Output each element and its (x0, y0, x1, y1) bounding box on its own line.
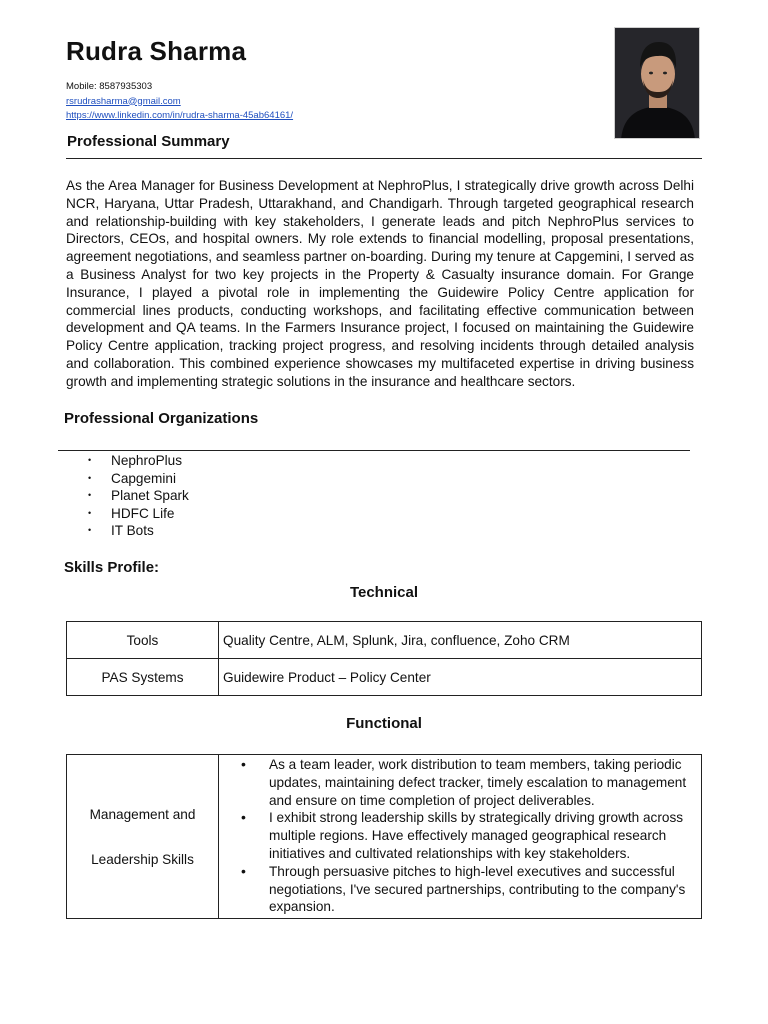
organizations-list (88, 452, 189, 540)
profile-photo (614, 27, 700, 139)
list-item: • IT Bots (88, 522, 189, 540)
organizations-heading: Professional Organizations (64, 410, 259, 427)
mobile-number: Mobile: 8587935303 (66, 81, 153, 92)
list-item: • As a team leader, work distribution to team members, taking periodic updates, maintaining defect tracker, timely escalation to management and ensure on time completion of project deliverables. (227, 756, 693, 809)
functional-points-list (227, 756, 693, 916)
table-cell-key: Tools (67, 622, 219, 659)
table-row (67, 622, 702, 659)
skills-heading: Skills Profile: (64, 559, 160, 576)
list-item: • Planet Spark (88, 487, 189, 505)
profile-photo-illustration (615, 28, 700, 139)
contact-block (66, 80, 293, 124)
table-cell-key (67, 755, 219, 919)
functional-heading: Functional (346, 715, 422, 732)
summary-divider (66, 158, 702, 159)
table-cell-value (219, 755, 702, 919)
summary-text: As the Area Manager for Business Development at NephroPlus, I strategically drive growth across Delhi NCR, Haryana, Uttar Pradesh, Uttarakhand, and Chandigarh. Through targeted geographical research and relationship-building with key stakeholders, I generate leads and pitch NephroPlus services to Directors, CEOs, and hospital owners. My role extends to financial modelling, proposal presentations, agreement negotiations, and seamless partner on-boarding. During my tenure at Capgemini, I served as a Business Analyst for two key projects in the Property & Casualty insurance domain. For Grange Insurance, I played a pivotal role in implementing the Guidewire Policy Centre application for commercial lines products, conducting workshops, and facilitating effective communication between development and QA teams. In the Farmers Insurance project, I focused on maintaining the Guidewire Policy Centre application, tracking project progress, and resolving incidents through detailed analysis and collaboration. This combined experience showcases my multifaceted expertise in driving business growth and implementing strategic solutions in the insurance and healthcare sectors. (66, 178, 694, 389)
candidate-name: Rudra Sharma (66, 36, 247, 66)
email-link[interactable]: rsrudrasharma@gmail.com (66, 95, 181, 107)
technical-skills-table (66, 621, 702, 696)
summary-heading: Professional Summary (67, 133, 230, 150)
list-item: • Capgemini (88, 470, 189, 488)
list-item: • HDFC Life (88, 505, 189, 523)
table-row (67, 755, 702, 919)
table-cell-value: Quality Centre, ALM, Splunk, Jira, confluence, Zoho CRM (219, 622, 702, 659)
table-cell-key: PAS Systems (67, 659, 219, 696)
table-row (67, 659, 702, 696)
list-item: • Through persuasive pitches to high-level executives and successful negotiations, I've secured partnerships, contributing to the company's expansion. (227, 863, 693, 916)
linkedin-link[interactable]: https://www.linkedin.com/in/rudra-sharma-45ab64161/ (66, 110, 294, 121)
list-item: • I exhibit strong leadership skills by strategically driving growth across multiple regions. Have effectively managed geographical research initiatives and cultivated relationships with key stakeholders. (227, 809, 693, 862)
key-line-2: Leadership Skills (91, 851, 194, 867)
list-item: • NephroPlus (88, 452, 189, 470)
organizations-divider (58, 450, 690, 451)
functional-skills-table (66, 754, 702, 919)
technical-heading: Technical (349, 584, 419, 601)
table-cell-value: Guidewire Product – Policy Center (219, 659, 702, 696)
key-line-1: Management and (89, 806, 196, 822)
